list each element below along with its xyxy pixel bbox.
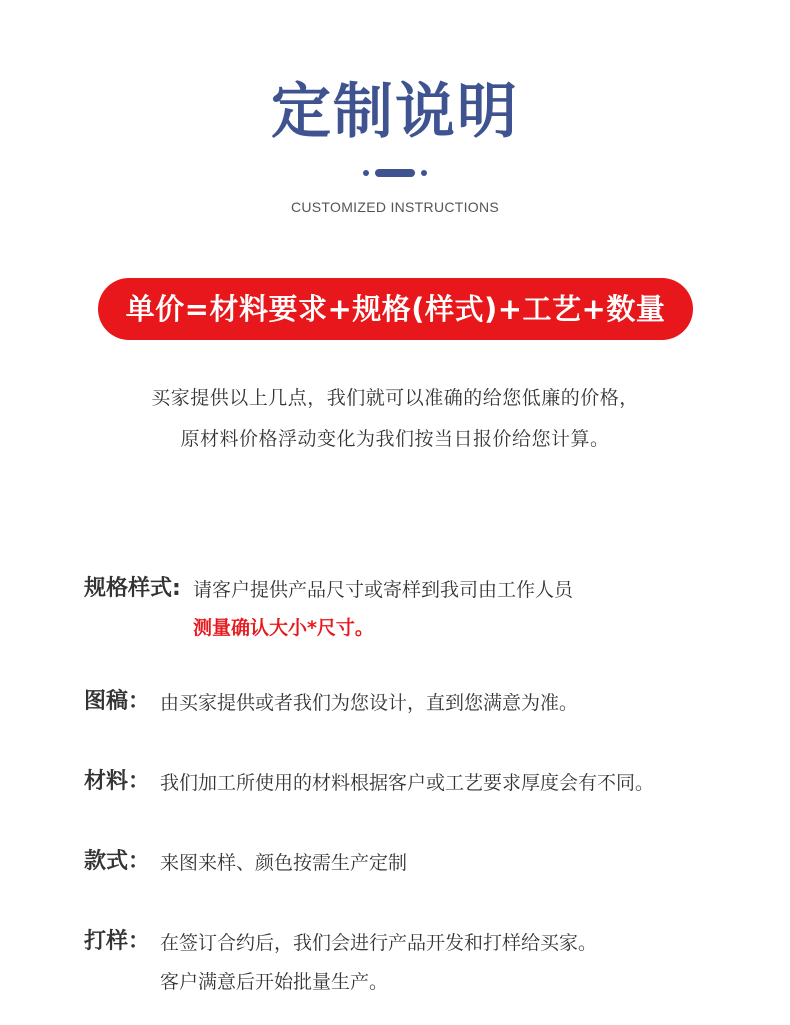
price-formula-banner: 单价=材料要求+规格(样式)+工艺+数量 xyxy=(98,278,693,340)
item-label-material: 材料： xyxy=(84,769,151,794)
item-text-sample-line-1: 在签订合约后，我们会进行产品开发和打样给买家。 xyxy=(160,932,598,954)
item-text-spec-line-1: 请客户提供产品尺寸或寄样到我司由工作人员 xyxy=(193,579,574,601)
item-text-artwork: 由买家提供或者我们为您设计，直到您满意为准。 xyxy=(160,692,579,714)
item-label-spec: 规格样式: xyxy=(84,576,181,601)
divider-dot-right xyxy=(421,170,427,176)
item-label-sample: 打样： xyxy=(84,929,151,954)
item-label-artwork: 图稿： xyxy=(84,689,151,714)
item-label-style: 款式： xyxy=(84,849,151,874)
intro-line-2: 原材料价格浮动变化为我们按当日报价给您计算。 xyxy=(180,428,610,450)
page-title: 定制说明 xyxy=(271,77,519,147)
title-divider xyxy=(363,168,427,178)
item-text-material: 我们加工所使用的材料根据客户或工艺要求厚度会有不同。 xyxy=(160,772,655,794)
item-text-style: 来图来样、颜色按需生产定制 xyxy=(160,852,408,874)
page-subtitle: CUSTOMIZED INSTRUCTIONS xyxy=(290,199,500,215)
intro-line-1: 买家提供以上几点，我们就可以准确的给您低廉的价格， xyxy=(151,387,639,409)
item-text-sample-line-2: 客户满意后开始批量生产。 xyxy=(160,971,389,993)
divider-dot-left xyxy=(363,170,369,176)
divider-bar xyxy=(375,169,415,177)
item-text-spec-line-2: 测量确认大小*尺寸。 xyxy=(193,617,374,639)
